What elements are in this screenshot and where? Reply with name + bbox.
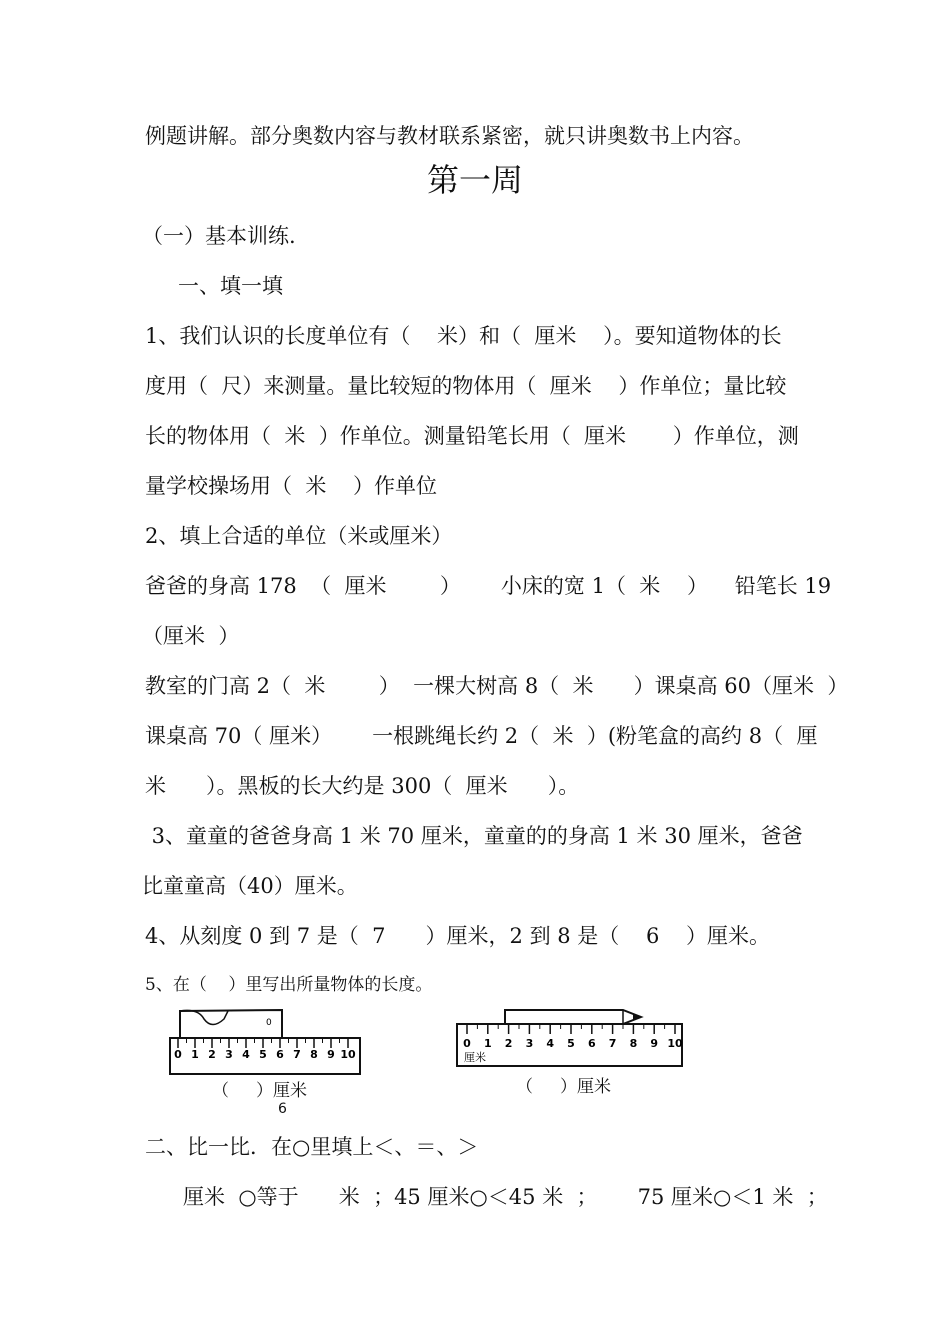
ruler-1-stray-mark: 6	[278, 1101, 287, 1117]
q1-line-3: 长的物体用（ 米 ）作单位。测量铅笔长用（ 厘米 ）作单位，测	[145, 424, 799, 448]
ruler-2-label-8: 8	[629, 1037, 638, 1050]
section-basic-heading: （一）基本训练.	[142, 224, 296, 248]
q1-line-2: 度用（ 尺）来测量。量比较短的物体用（ 厘米 ）作单位；量比较	[145, 374, 787, 398]
q2-line-6: 米 ）。黑板的长大约是 300（ 厘米 ）。	[145, 774, 580, 798]
ruler-2-label-6: 6	[587, 1037, 596, 1050]
q2-line-2: 爸爸的身高 178 （ 厘米 ） 小床的宽 1（ 米 ） 铅笔长 19	[145, 574, 832, 598]
ruler-figure-2	[455, 1002, 690, 1074]
ruler-1-label-7: 7	[293, 1048, 301, 1061]
ruler-figure-1	[168, 1002, 368, 1080]
ruler-1-label-3: 3	[225, 1048, 233, 1061]
ruler-1-label-1: 1	[191, 1048, 199, 1061]
ruler-1-label-5: 5	[259, 1048, 267, 1061]
ruler-2-label-9: 9	[650, 1037, 659, 1050]
ruler-2-label-7: 7	[608, 1037, 617, 1050]
q2-line-5: 课桌高 70（ 厘米） 一根跳绳长约 2（ 米 ）(粉笔盒的高约 8（ 厘	[145, 724, 818, 748]
ruler-2-label-2: 2	[504, 1037, 513, 1050]
ruler-2-caption: （ ）厘米	[516, 1077, 612, 1097]
q5-line: 5、在（ ）里写出所量物体的长度。	[145, 975, 433, 995]
ruler-1-label-2: 2	[208, 1048, 216, 1061]
q2-line-1: 2、填上合适的单位（米或厘米）	[145, 524, 453, 548]
ruler-2-label-10: 10	[667, 1037, 683, 1050]
ruler-1-label-10: 10	[340, 1048, 356, 1061]
q1-line-4: 量学校操场用（ 米 ）作单位	[145, 474, 438, 498]
part-two-heading: 二、比一比．在○里填上＜、＝、＞	[145, 1135, 479, 1159]
q3-line-2: 比童童高（40）厘米。	[142, 874, 358, 898]
ruler-2-unit-label: 厘米	[464, 1051, 486, 1064]
q4-line: 4、从刻度 0 到 7 是（ 7 ）厘米，2 到 8 是（ 6 ）厘米。	[145, 924, 771, 948]
part-one-heading: 一、填一填	[178, 274, 283, 298]
intro-line: 例题讲解。部分奥数内容与教材联系紧密，就只讲奥数书上内容。	[145, 124, 754, 148]
page-title: 第一周	[426, 161, 523, 199]
q2-line-4: 教室的门高 2（ 米 ） 一棵大树高 8（ 米 ）课桌高 60（厘米 ）	[145, 674, 849, 698]
ruler-2-label-4: 4	[546, 1037, 555, 1050]
ruler-1-label-6: 6	[276, 1048, 284, 1061]
ruler-1-label-0: 0	[174, 1048, 182, 1061]
ruler-1-label-8: 8	[310, 1048, 318, 1061]
ruler-2-label-1: 1	[483, 1037, 492, 1050]
q1-line-1: 1、我们认识的长度单位有（ 米）和（ 厘米 ）。要知道物体的长	[145, 324, 782, 348]
ruler-1-caption: （ ）厘米	[212, 1081, 308, 1101]
ruler-2-label-3: 3	[525, 1037, 534, 1050]
ruler-2-label-5: 5	[567, 1037, 575, 1050]
ruler-1-label-9: 9	[327, 1048, 335, 1061]
q2-line-3: （厘米 ）	[142, 624, 240, 648]
ruler-1-label-4: 4	[242, 1048, 250, 1061]
ruler-2-label-0: 0	[463, 1037, 471, 1050]
ruler-1-object-mark: 0	[266, 1018, 272, 1028]
q3-line-1: 3、童童的爸爸身高 1 米 70 厘米，童童的的身高 1 米 30 厘米，爸爸	[145, 824, 803, 848]
part-two-line: 厘米 ○等于 米 ；45 厘米○＜45 米 ； 75 厘米○＜1 米 ；	[183, 1185, 828, 1209]
